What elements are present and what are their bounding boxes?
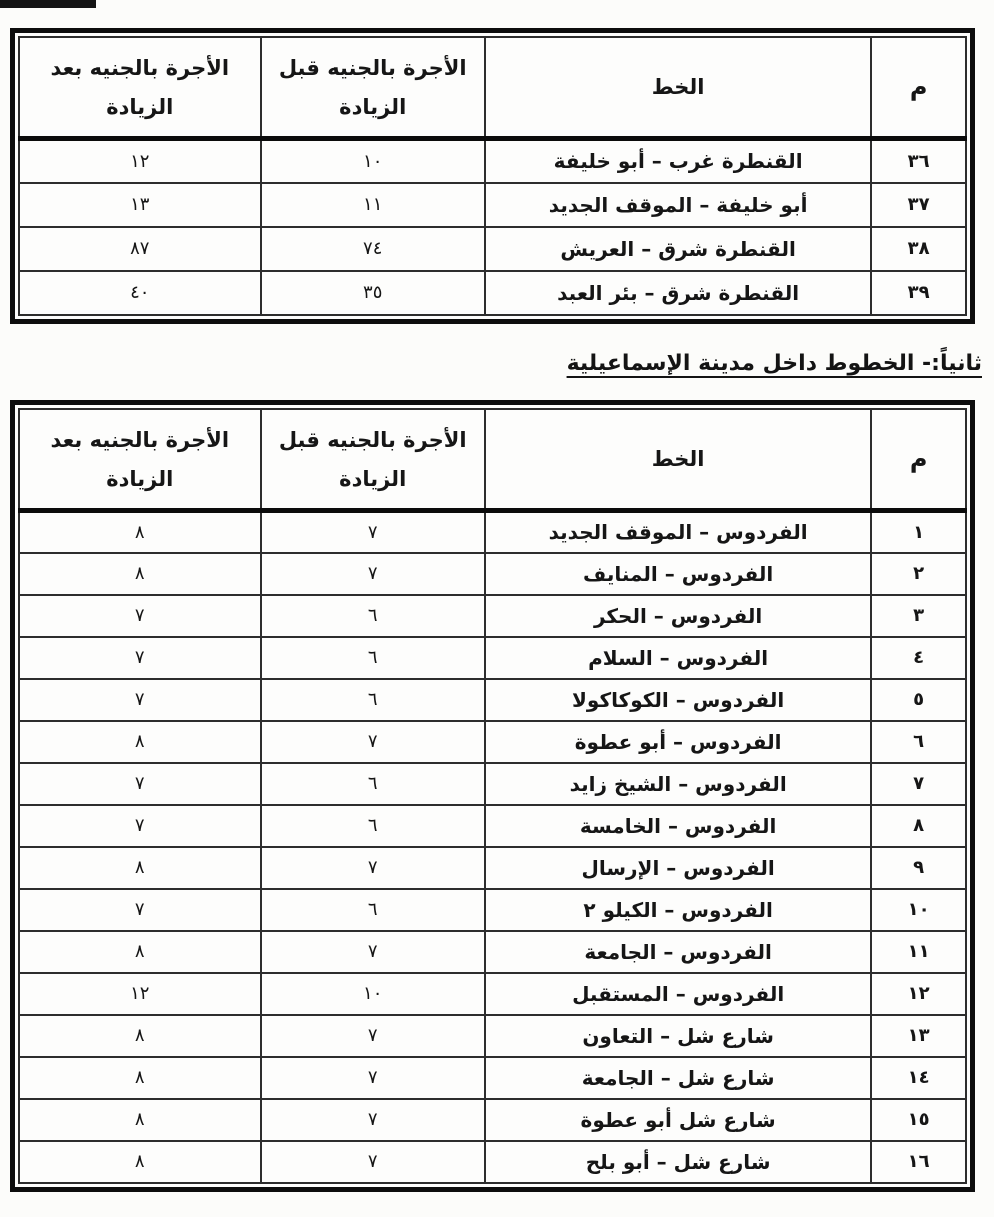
- section-heading: ثانياً:- الخطوط داخل مدينة الإسماعيلية: [566, 351, 982, 376]
- table-row: [19, 1141, 966, 1183]
- table-row: [19, 183, 966, 227]
- fare-before-cell: ٧: [261, 721, 485, 763]
- route-name-cell: الفردوس – الكيلو ٢: [485, 889, 871, 931]
- table-row: [19, 271, 966, 315]
- intercity-fares-table: [10, 28, 975, 324]
- route-name-cell: الفردوس – أبو عطوة: [485, 721, 871, 763]
- city-fares-table: [10, 400, 975, 1192]
- route-name-cell: الفردوس – السلام: [485, 637, 871, 679]
- fare-before-cell: ٧: [261, 511, 485, 553]
- row-serial-cell: ٣: [871, 595, 966, 637]
- table-row: [19, 227, 966, 271]
- route-name-cell: الفردوس – الشيخ زايد: [485, 763, 871, 805]
- table-row: [19, 847, 966, 889]
- route-name-cell: الفردوس – الموقف الجديد: [485, 511, 871, 553]
- fare-before-cell: ٧: [261, 931, 485, 973]
- fare-after-cell: ٨: [19, 1057, 261, 1099]
- fare-after-cell: ١٢: [19, 973, 261, 1015]
- row-serial-cell: ٢: [871, 553, 966, 595]
- fare-after-cell: ٨: [19, 931, 261, 973]
- fare-after-cell: ٨: [19, 1141, 261, 1183]
- route-name-cell: الفردوس – الخامسة: [485, 805, 871, 847]
- fare-before-cell: ٧: [261, 1141, 485, 1183]
- fare-after-label-line2: الزيادة: [106, 466, 174, 491]
- table-row: [19, 973, 966, 1015]
- fare-before-cell: ٧: [261, 553, 485, 595]
- row-serial-cell: ٦: [871, 721, 966, 763]
- fare-before-cell: ٣٥: [261, 271, 485, 315]
- fare-before-cell: ١١: [261, 183, 485, 227]
- fare-before-cell: ١٠: [261, 139, 485, 183]
- fare-after-cell: ٤٠: [19, 271, 261, 315]
- fare-after-cell: ٨: [19, 553, 261, 595]
- fare-after-label-line1: الأجرة بالجنيه بعد: [50, 55, 230, 80]
- row-serial-cell: ٣٧: [871, 183, 966, 227]
- column-header-fare-after: [19, 37, 261, 139]
- route-name-cell: شارع شل – الجامعة: [485, 1057, 871, 1099]
- fare-after-cell: ٨: [19, 511, 261, 553]
- route-name-cell: القنطرة شرق – بئر العبد: [485, 271, 871, 315]
- fare-after-label-line2: الزيادة: [106, 94, 174, 119]
- column-header-fare-before: [261, 37, 485, 139]
- row-serial-cell: ٥: [871, 679, 966, 721]
- table-row: [19, 637, 966, 679]
- fare-after-cell: ٧: [19, 805, 261, 847]
- table-row: [19, 679, 966, 721]
- table-row: [19, 595, 966, 637]
- fare-before-label-line2: الزيادة: [339, 94, 407, 119]
- row-serial-cell: ١٤: [871, 1057, 966, 1099]
- fare-after-cell: ١٣: [19, 183, 261, 227]
- fare-after-cell: ٧: [19, 637, 261, 679]
- fare-before-cell: ٧: [261, 1057, 485, 1099]
- fare-before-cell: ٦: [261, 763, 485, 805]
- fare-after-cell: ٧: [19, 889, 261, 931]
- row-serial-cell: ١٣: [871, 1015, 966, 1057]
- table-row: [19, 889, 966, 931]
- column-header-fare-before: [261, 409, 485, 511]
- fare-before-cell: ٧: [261, 1015, 485, 1057]
- fare-before-cell: ٦: [261, 637, 485, 679]
- city-table-header-row: [19, 409, 966, 511]
- row-serial-cell: ٧: [871, 763, 966, 805]
- row-serial-cell: ١٦: [871, 1141, 966, 1183]
- row-serial-cell: ٩: [871, 847, 966, 889]
- fare-after-cell: ٨٧: [19, 227, 261, 271]
- fare-before-label-line1: الأجرة بالجنيه قبل: [278, 427, 467, 452]
- fare-before-cell: ٦: [261, 595, 485, 637]
- route-name-cell: الفردوس – الإرسال: [485, 847, 871, 889]
- fare-before-label-line1: الأجرة بالجنيه قبل: [278, 55, 467, 80]
- fare-after-cell: ١٢: [19, 139, 261, 183]
- fare-after-cell: ٨: [19, 847, 261, 889]
- fare-after-cell: ٧: [19, 679, 261, 721]
- row-serial-cell: ١٥: [871, 1099, 966, 1141]
- route-name-cell: الفردوس – المنايف: [485, 553, 871, 595]
- route-name-cell: الفردوس – المستقبل: [485, 973, 871, 1015]
- row-serial-cell: ٣٩: [871, 271, 966, 315]
- fare-after-cell: ٨: [19, 721, 261, 763]
- fare-before-cell: ٦: [261, 889, 485, 931]
- row-serial-cell: ١١: [871, 931, 966, 973]
- fare-before-cell: ٧٤: [261, 227, 485, 271]
- fare-before-cell: ٧: [261, 1099, 485, 1141]
- row-serial-cell: ٣٦: [871, 139, 966, 183]
- fare-after-cell: ٧: [19, 595, 261, 637]
- table-row: [19, 139, 966, 183]
- table-row: [19, 763, 966, 805]
- table-row: [19, 721, 966, 763]
- column-header-fare-after: [19, 409, 261, 511]
- fare-after-cell: ٨: [19, 1015, 261, 1057]
- column-header-serial: م: [871, 37, 966, 139]
- fare-after-cell: ٨: [19, 1099, 261, 1141]
- table-row: [19, 1099, 966, 1141]
- row-serial-cell: ٤: [871, 637, 966, 679]
- fare-after-cell: ٧: [19, 763, 261, 805]
- row-serial-cell: ١٢: [871, 973, 966, 1015]
- table-row: [19, 931, 966, 973]
- row-serial-cell: ٨: [871, 805, 966, 847]
- route-name-cell: شارع شل – التعاون: [485, 1015, 871, 1057]
- fare-after-label-line1: الأجرة بالجنيه بعد: [50, 427, 230, 452]
- row-serial-cell: ٣٨: [871, 227, 966, 271]
- table-row: [19, 553, 966, 595]
- route-name-cell: القنطرة غرب – أبو خليفة: [485, 139, 871, 183]
- route-name-cell: شارع شل – أبو بلح: [485, 1141, 871, 1183]
- route-name-cell: الفردوس – الكوكاكولا: [485, 679, 871, 721]
- route-name-cell: الفردوس – الحكر: [485, 595, 871, 637]
- row-serial-cell: ١: [871, 511, 966, 553]
- column-header-serial: م: [871, 409, 966, 511]
- fare-before-cell: ٧: [261, 847, 485, 889]
- route-name-cell: القنطرة شرق – العريش: [485, 227, 871, 271]
- intercity-table-header-row: [19, 37, 966, 139]
- fare-before-cell: ٦: [261, 805, 485, 847]
- table-row: [19, 1015, 966, 1057]
- route-name-cell: شارع شل أبو عطوة: [485, 1099, 871, 1141]
- fare-before-label-line2: الزيادة: [339, 466, 407, 491]
- fare-before-cell: ١٠: [261, 973, 485, 1015]
- column-header-route: الخط: [485, 37, 871, 139]
- fare-before-cell: ٦: [261, 679, 485, 721]
- table-row: [19, 1057, 966, 1099]
- row-serial-cell: ١٠: [871, 889, 966, 931]
- table-row: [19, 805, 966, 847]
- column-header-route: الخط: [485, 409, 871, 511]
- table-row: [19, 511, 966, 553]
- route-name-cell: أبو خليفة – الموقف الجديد: [485, 183, 871, 227]
- route-name-cell: الفردوس – الجامعة: [485, 931, 871, 973]
- scan-artifact-fragment: [0, 0, 96, 8]
